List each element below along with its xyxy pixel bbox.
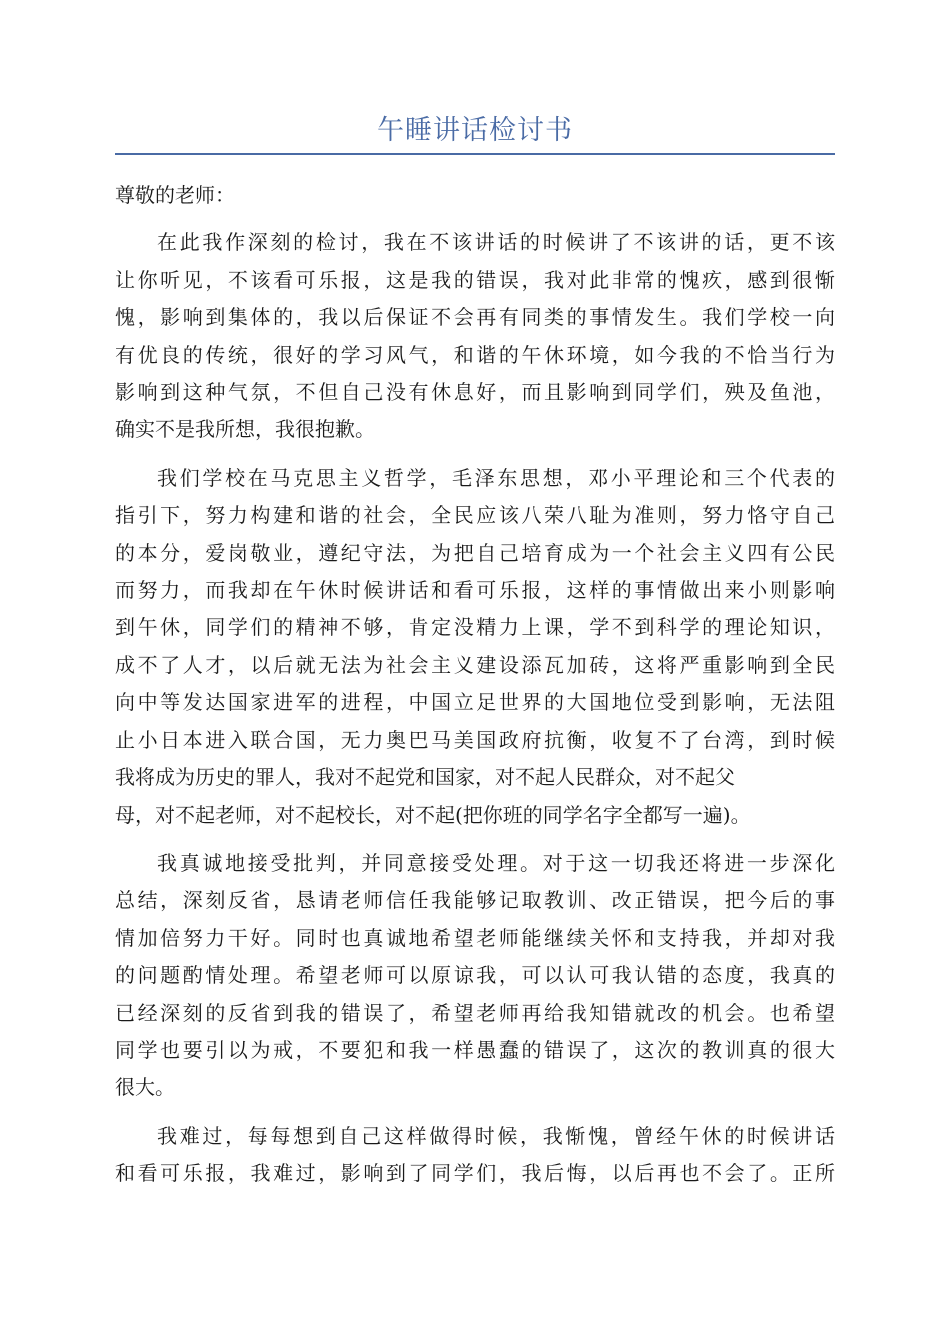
paragraph-line: 很大。: [115, 1075, 175, 1100]
paragraph-2: [115, 460, 835, 834]
paragraph-line: 愧，影响到集体的，我以后保证不会再有同类的事情发生。我们学校一向: [115, 305, 835, 330]
paragraph-line: 在此我作深刻的检讨，我在不该讲话的时候讲了不该讲的话，更不该: [157, 230, 835, 255]
paragraph-line: 指引下，努力构建和谐的社会，全民应该八荣八耻为准则，努力恪守自己: [115, 503, 835, 528]
paragraph-line: 情加倍努力干好。同时也真诚地希望老师能继续关怀和支持我，并却对我: [115, 925, 835, 950]
paragraph-line: 同学也要引以为戒，不要犯和我一样愚蠢的错误了，这次的教训真的很大: [115, 1037, 835, 1062]
paragraph-line: 的问题酌情处理。希望老师可以原谅我，可以认可我认错的态度，我真的: [115, 963, 835, 988]
paragraph-1: [115, 224, 835, 448]
paragraph-line: 和看可乐报，我难过，影响到了同学们，我后悔，以后再也不会了。正所: [115, 1161, 835, 1186]
salutation: 尊敬的老师：: [115, 183, 235, 207]
paragraph-line: 成不了人才，以后就无法为社会主义建设添瓦加砖，这将严重影响到全民: [115, 652, 835, 677]
paragraph-line: 确实不是我所想，我很抱歉。: [115, 417, 375, 442]
paragraph-line: 有优良的传统，很好的学习风气，和谐的午休环境，如今我的不恰当行为: [115, 342, 835, 367]
paragraph-4: [115, 1118, 835, 1193]
title-underline: [115, 153, 835, 155]
paragraph-line: 我真诚地接受批判，并同意接受处理。对于这一切我还将进一步深化: [157, 850, 835, 875]
paragraph-line: 影响到这种气氛，不但自己没有休息好，而且影响到同学们，殃及鱼池，: [115, 380, 835, 405]
document-body: [115, 177, 835, 1204]
paragraph-line: 我难过，每每想到自己这样做得时候，我惭愧，曾经午休的时候讲话: [157, 1123, 835, 1148]
document-title: 午睡讲话检讨书: [377, 115, 573, 146]
paragraph-line: 让你听见，不该看可乐报，这是我的错误，我对此非常的愧疚，感到很惭: [115, 267, 835, 292]
paragraph-line: 我将成为历史的罪人，我对不起党和国家，对不起人民群众，对不起父: [115, 765, 735, 790]
paragraph-line: 母，对不起老师，对不起校长，对不起(把你班的同学名字全都写一遍)。: [115, 802, 751, 827]
paragraph-line: 总结，深刻反省，恳请老师信任我能够记取教训、改正错误，把今后的事: [115, 888, 835, 913]
paragraph-line: 我们学校在马克思主义哲学，毛泽东思想，邓小平理论和三个代表的: [157, 465, 835, 490]
paragraph-line: 的本分，爱岗敬业，遵纪守法，为把自己培育成为一个社会主义四有公民: [115, 540, 835, 565]
paragraph-3: [115, 845, 835, 1107]
paragraph-line: 止小日本进入联合国，无力奥巴马美国政府抗衡，收复不了台湾，到时候: [115, 727, 835, 752]
paragraph-line: 到午休，同学们的精神不够，肯定没精力上课，学不到科学的理论知识，: [115, 615, 835, 640]
paragraph-line: 已经深刻的反省到我的错误了，希望老师再给我知错就改的机会。也希望: [115, 1000, 835, 1025]
paragraph-line: 而努力，而我却在午休时候讲话和看可乐报，这样的事情做出来小则影响: [115, 578, 835, 603]
paragraph-line: 向中等发达国家进军的进程，中国立足世界的大国地位受到影响，无法阻: [115, 690, 835, 715]
